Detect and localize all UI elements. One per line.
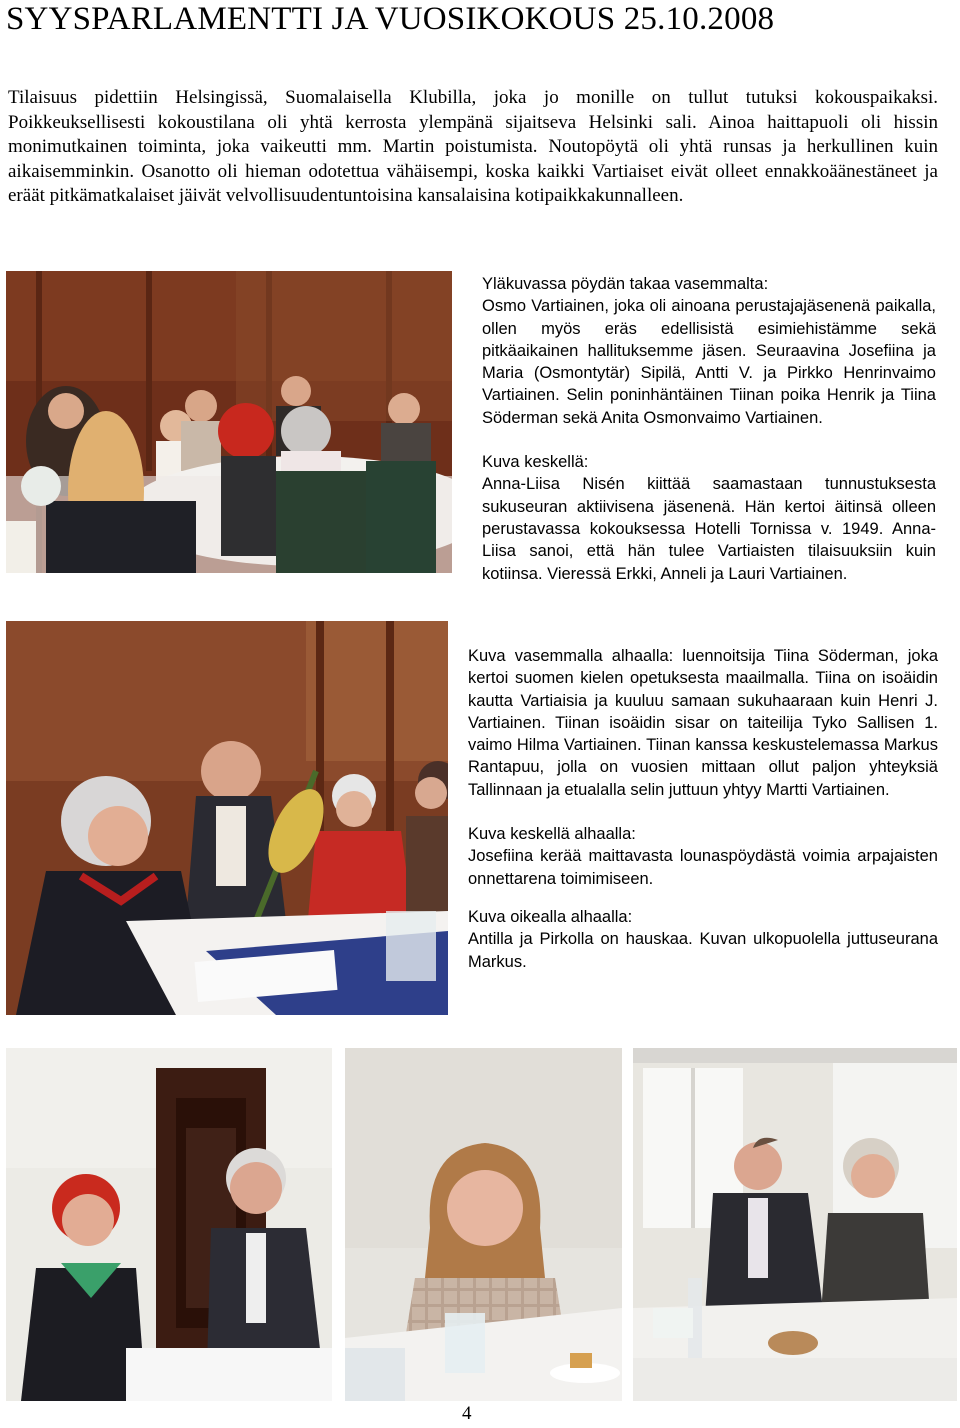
- caption-middle-text: Anna-Liisa Nisén kiittää saamastaan tunnustuksesta sukuseuran aktiivisena jäsenenä. Hän kertoi äitinsä olleen perustavassa kokouksessa Hotelli Tornissa v. 1949. Anna-Liisa sanoi, että hän tulee Vartiaisten tilaisuuksiin kuin kotiinsa. Vieressä Erkki, Anneli ja Lauri Vartiainen.: [482, 475, 936, 583]
- caption-bottom-group: [468, 645, 938, 973]
- photo-meeting-table: [6, 271, 452, 573]
- caption-bottom-right-text: Antilla ja Pirkolla on hauskaa. Kuvan ulkopuolella juttuseurana Markus.: [468, 930, 938, 971]
- caption-top-heading: Yläkuvassa pöydän takaa vasemmalta:: [482, 275, 769, 293]
- caption-middle-heading: Kuva keskellä:: [482, 453, 589, 472]
- photo-couple-window: [633, 1048, 957, 1401]
- photo-award-flower: [6, 621, 448, 1015]
- photo-speaker-conversation: [6, 1048, 332, 1401]
- page-title: SYYSPARLAMENTTI JA VUOSIKOKOUS 25.10.2008: [6, 1, 775, 37]
- photo-girl-lunch: [345, 1048, 622, 1401]
- caption-bottom-middle-heading: Kuva keskellä alhaalla:: [468, 825, 636, 844]
- caption-bottom-right-heading: Kuva oikealla alhaalla:: [468, 907, 633, 926]
- caption-bottom-middle-text: Josefiina kerää maittavasta lounaspöydästä voimia arpajaisten onnettarena toimimiseen.: [468, 847, 938, 888]
- page-number: 4: [462, 1403, 472, 1424]
- caption-top-text: Osmo Vartiainen, joka oli ainoana perustajajäsenenä paikalla, ollen myös eräs edellisistä esimiehistämme sekä pitkäaikainen hallituksemme jäsen. Seuraavina Josefiina ja Maria (Osmontytär) Sipilä, Antti V. ja Pirkko Henrinvaimo Vartiainen. Selin poninhäntäinen Tiinan poika Henrik ja Tiina Söderman sekä Anita Osmonvaimo Vartiainen.: [482, 297, 936, 427]
- caption-top: [482, 273, 936, 585]
- intro-paragraph: Tilaisuus pidettiin Helsingissä, Suomalaisella Klubilla, joka jo monille on tullut tutuksi kokouspaikaksi. Poikkeuksellisesti kokoustilana oli yhtä kerrosta ylempänä sijaitseva Helsinki sali. Ainoa haittapuoli oli hissin monimutkainen toiminta, joka vaikeutti mm. Martin poistumista. Noutopöytä oli yhtä runsas ja herkullinen kuin aikaisemminkin. Osanotto oli hieman odotettua vähäisempi, koska kaikki Vartiaiset eivät olleet ennakkoäänestäneet ja eräät pitkämatkalaiset jäivät velvollisuudentuntoisina kansalaisina kotipaikkakunnalleen.: [8, 87, 938, 206]
- caption-bottom-left-text: Kuva vasemmalla alhaalla: luennoitsija Tiina Söderman, joka kertoi suomen kielen opetuksesta maailmalla. Tiina on isoäidin kautta Vartiaisia ja kuuluu samaan sukuhaaraan kuin Henri J. Vartiainen. Tiinan isoäidin sisar on taiteilija Tyko Sallisen 1. vaimo Hilma Vartiainen. Tiinan kanssa keskustelemassa Markus Rantapuu, jolla on vuosien mittaan ollut paljon yhteyksiä Tallinnaan ja etualalla selin juttuun yhtyy Martti Vartiainen.: [468, 647, 938, 799]
